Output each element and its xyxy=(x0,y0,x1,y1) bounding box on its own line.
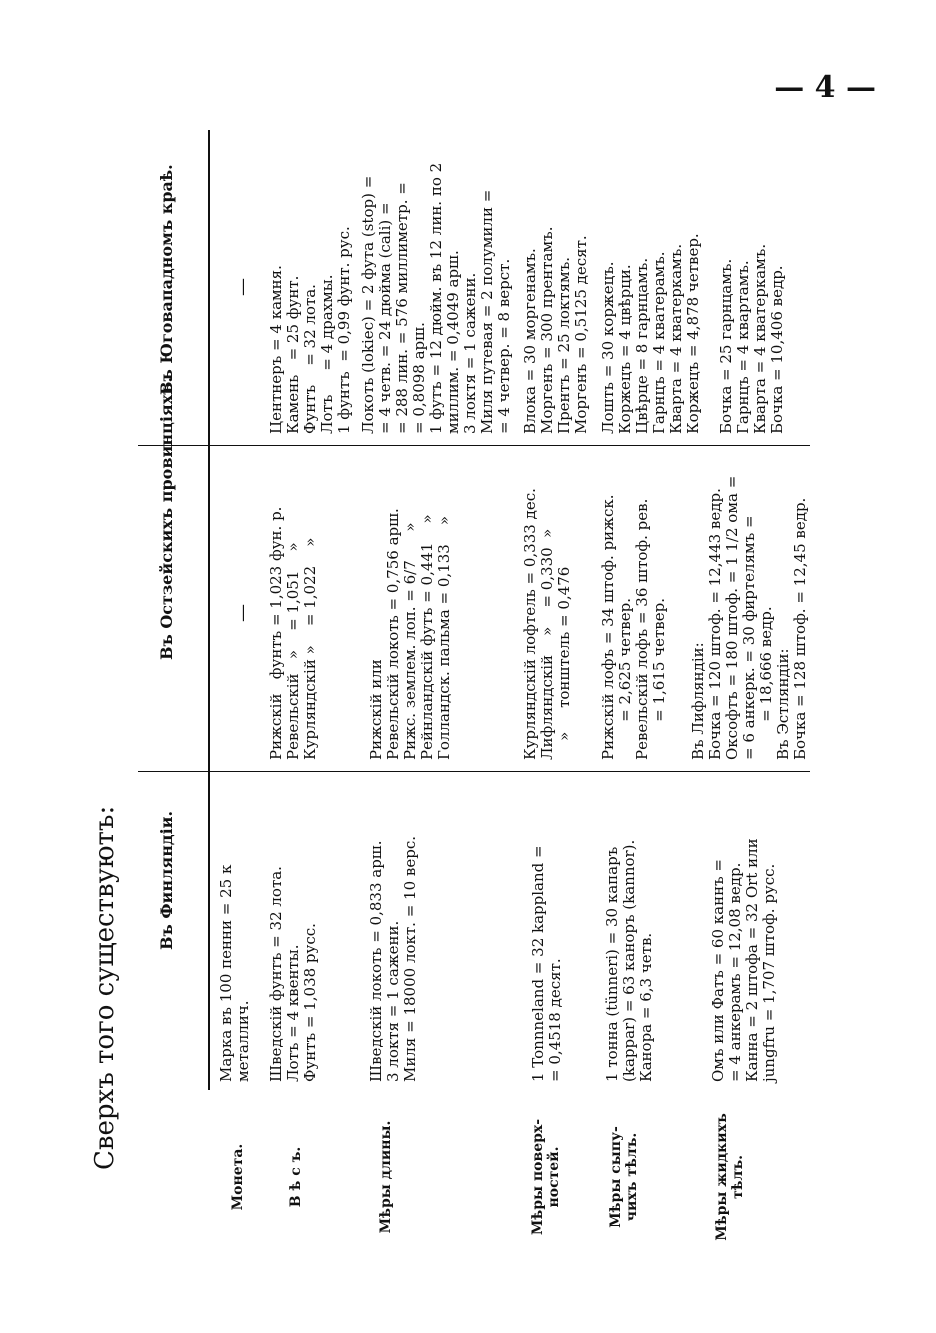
dash-moneta-southwest: — xyxy=(232,278,253,296)
dash-moneta-ostsee: — xyxy=(232,604,253,622)
cell-dlina-ostsee: Рижскій или Ревельскій локоть = 0,756 арш. Рижс. землем. лоп. = 6/7 » Рейнландскій футъ = 0,441 » Голландск. пальма = 0,133 » xyxy=(367,508,453,760)
cell-dlina-southwest: Локоть (lokiec) = 2 фута (stop) = = 4 четв. = 24 дюйма (cali) = = 288 лин. = 576 миллиметр. = = 0,8098 арш. 1 футъ = 12 дюйм. въ 12 лин. по 2 миллим. = 0,4049 арш. 3 локтя = 1 сажени. Миля путевая = 2 полумили = = 4 четвер. = 8 верст. xyxy=(359,162,513,434)
cell-poverkh-ostsee: Курляндскій лофтель = 0,333 дес. Лифляндскій » = 0,330 » » тонштель = 0,476 xyxy=(521,488,573,760)
cell-poverkh-southwest: Влока = 30 моргенамъ. Моргенъ = 300 прентамъ. Прентъ = 25 локтямъ. Моргенъ = 0,5125 десят. xyxy=(521,226,590,434)
row-label-moneta: Монета. xyxy=(230,1143,246,1211)
cell-sypuchikh-finland: 1 тонна (tünneri) = 30 капаръ (kappar) = 63 каноръ (kannor). Канора = 6,3 четв. xyxy=(603,839,655,1082)
cell-ves-southwest: Центнеръ = 4 камня. Камень = 25 фунт. Фунтъ = 32 лота. Лотъ = 4 драхмы. 1 фунтъ = 0,99 фунт. рус. xyxy=(267,226,353,434)
column-header-ostsee: Въ Остзейскихъ провинціяхъ. xyxy=(157,376,176,660)
rotated-page-content xyxy=(90,130,810,1250)
column-header-finland: Въ Финляндіи. xyxy=(157,810,176,950)
column-divider-1 xyxy=(138,771,810,772)
header-rule xyxy=(208,130,210,1090)
page-number: — 4 — xyxy=(774,70,876,105)
measures-table xyxy=(138,130,810,1250)
page-heading: Сверхъ того существуютъ: xyxy=(90,805,120,1170)
cell-zhidkikh-ostsee: Въ Лифляндіи: Бочка = 120 штоф. = 12,443 ведр. Оксофтъ = 180 штоф. = 1 1/2 ома = = 6 анкерк. = 30 фиртелямъ = = 18,666 ведр. Въ Эстляндіи: Бочка = 128 штоф. = 12,45 ведр. xyxy=(689,475,809,760)
cell-sypuchikh-ostsee: Рижскій лофъ = 34 штоф. рижск. = 2,625 четвер. Ревельскій лофъ = 36 штоф. рев. = 1,615 четвер. xyxy=(599,494,668,760)
row-label-dlina: Мѣры длины. xyxy=(378,1120,394,1234)
column-header-southwest: Въ Юговападномъ краѣ. xyxy=(157,164,176,395)
cell-dlina-finland: Шведскій локоть = 0,833 арш. 3 локтя = 1 сажени. Миля = 18000 локт. = 10 верс. xyxy=(367,836,419,1082)
row-label-poverkh: Мѣры поверх- ностей. xyxy=(530,1118,562,1236)
table-header xyxy=(138,130,214,1250)
row-label-sypuchikh: Мѣры сыпу- чихъ тѣлъ. xyxy=(608,1126,640,1228)
row-label-ves: В ѣ с ъ. xyxy=(288,1146,304,1208)
column-divider-2 xyxy=(138,445,810,446)
cell-sypuchikh-southwest: Лошть = 30 коржецъ. Коржецъ = 4 цвѣрци. Цвѣрце = 8 гарнцамъ. Гарнцъ = 4 кватерамъ. Кварта = 4 кватеркамъ. Коржецъ = 4,878 четвер. xyxy=(599,233,702,434)
cell-moneta-finland: Марка въ 100 пенни = 25 к металлич. xyxy=(217,864,252,1082)
cell-zhidkikh-finland: Омъ или Фатъ = 60 каннъ = = 4 анкерамъ = 12,08 ведр. Канна = 2 штофа = 32 Ort или jungfru = 1,707 штоф. русс. xyxy=(709,838,778,1082)
cell-ves-ostsee: Рижскій фунтъ = 1,023 фун. р. Ревельскій » = 1,051 » Курляндскій » = 1,022 » xyxy=(267,506,319,760)
cell-poverkh-finland: 1 Tonnneland = 32 kappland = = 0,4518 десят. xyxy=(529,845,564,1082)
cell-ves-finland: Шведскій фунтъ = 32 лота. Лотъ = 4 квенты. Фунтъ = 1,038 русс. xyxy=(267,866,319,1082)
cell-zhidkikh-southwest: Бочка = 25 гарнцамъ. Гарнцъ = 4 квартамъ. Кварта = 4 кватеркамъ. Бочка = 10,406 ведр. xyxy=(717,243,786,434)
row-label-zhidkikh: Мѣры жидкихъ тѣлъ. xyxy=(714,1113,746,1241)
